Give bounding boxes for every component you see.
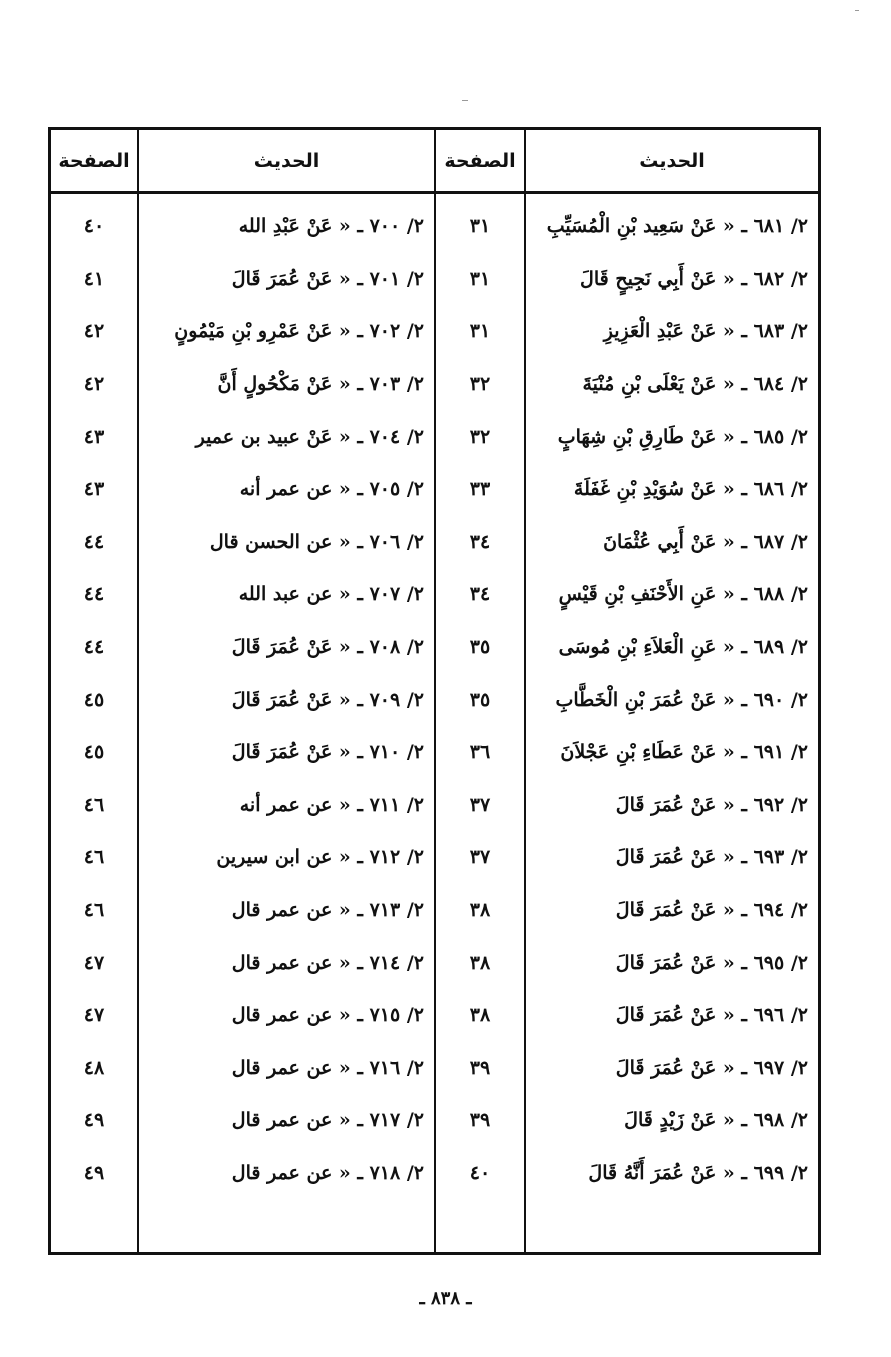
page-number-cell: ٤٣ [83, 478, 105, 501]
hadith-entry: ٢/ ٦٨٥ ـ « عَنْ طَارِقِ بْنِ شِهَابٍ [557, 425, 808, 448]
page-number-cell: ٤١ [83, 267, 105, 290]
hadith-entry: ٢/ ٧٠٤ ـ « عَنْ عبيد بن عمير [195, 425, 424, 448]
hadith-entry: ٢/ ٧٠٥ ـ « عن عمر أنه [239, 478, 424, 501]
page-number-cell: ٣١ [469, 267, 491, 290]
page-number-cell: ٣٦ [469, 741, 491, 764]
hadith-column-left [137, 127, 436, 1255]
hadith-entry: ٢/ ٧١٢ ـ « عن ابن سيرين [216, 846, 424, 869]
page-number-cell: ٤٣ [83, 425, 105, 448]
hadith-entry: ٢/ ٧١٥ ـ « عن عمر قال [231, 1004, 424, 1027]
hadith-entry: ٢/ ٧٠٨ ـ « عَنْ عُمَرَ قَالَ [231, 636, 424, 659]
page-number-cell: ٣٥ [469, 688, 491, 711]
scan-speck [855, 10, 859, 11]
page-number: ـ ٨٣٨ ـ [419, 1288, 472, 1309]
hadith-entry: ٢/ ٦٩٧ ـ « عَنْ عُمَرَ قَالَ [615, 1056, 808, 1079]
hadith-entry: ٢/ ٦٩٥ ـ « عَنْ عُمَرَ قَالَ [615, 951, 808, 974]
hadith-entry: ٢/ ٧١٠ ـ « عَنْ عُمَرَ قَالَ [231, 741, 424, 764]
page-list-right [436, 194, 524, 1199]
hadith-entry: ٢/ ٦٨٩ ـ « عَنِ الْعَلاَءِ بْنِ مُوسَى [558, 636, 808, 659]
page-number-cell: ٤٢ [83, 373, 105, 396]
page-number-cell: ٤٠ [469, 1161, 491, 1184]
page-number-cell: ٤٥ [83, 688, 105, 711]
page-number-cell: ٤٤ [83, 583, 105, 606]
hadith-entry: ٢/ ٦٩٨ ـ « عَنْ زَيْدٍ قَالَ [624, 1109, 808, 1132]
page-number-cell: ٤٩ [83, 1161, 105, 1184]
hadith-entry: ٢/ ٦٨١ ـ « عَنْ سَعِيد بْنِ الْمُسَيِّبِ [546, 215, 808, 238]
page-number-cell: ٣٧ [469, 846, 491, 869]
hadith-column-header: الحديث [526, 130, 818, 194]
hadith-entry: ٢/ ٧١٧ ـ « عن عمر قال [231, 1109, 424, 1132]
page-number-cell: ٤٧ [83, 1004, 105, 1027]
hadith-entry: ٢/ ٧٠٣ ـ « عَنْ مَكْحُولٍ أَنَّ [217, 373, 424, 396]
hadith-entry: ٢/ ٦٩٠ ـ « عَنْ عُمَرَ بْنِ الْخَطَّابِ [555, 688, 808, 711]
page-column-header: الصفحة [51, 130, 137, 194]
page-number-cell: ٤٥ [83, 741, 105, 764]
hadith-entry: ٢/ ٦٨٨ ـ « عَنِ الأَحْنَفِ بْنِ قَيْسٍ [558, 583, 808, 606]
page-number-cell: ٤٢ [83, 320, 105, 343]
hadith-entry: ٢/ ٦٩٤ ـ « عَنْ عُمَرَ قَالَ [615, 899, 808, 922]
page-number-cell: ٤٩ [83, 1109, 105, 1132]
page-column-left [48, 127, 139, 1255]
page-number-cell: ٣٢ [469, 373, 491, 396]
hadith-entry: ٢/ ٧١٦ ـ « عن عمر قال [231, 1056, 424, 1079]
hadith-entry: ٢/ ٧٠٩ ـ « عَنْ عُمَرَ قَالَ [231, 688, 424, 711]
hadith-entry: ٢/ ٦٨٤ ـ « عَنْ يَعْلَى بْنِ مُنْيَةَ [582, 373, 808, 396]
page-number-cell: ٣١ [469, 215, 491, 238]
page-number-cell: ٣٥ [469, 636, 491, 659]
page-number-cell: ٣٣ [469, 478, 491, 501]
hadith-index-table [48, 127, 821, 1255]
hadith-entry: ٢/ ٧٠٦ ـ « عن الحسن قال [209, 530, 424, 553]
hadith-entry: ٢/ ٦٨٣ ـ « عَنْ عَبْدِ الْعَزِيزِ [603, 320, 808, 343]
scan-speck [462, 100, 468, 101]
page-number-cell: ٤٦ [83, 899, 105, 922]
hadith-entry: ٢/ ٦٨٧ ـ « عَنْ أَبِي عُثْمَانَ [603, 530, 808, 553]
hadith-entry: ٢/ ٧٠٧ ـ « عن عبد الله [238, 583, 424, 606]
hadith-column-header: الحديث [139, 130, 434, 194]
page-number-cell: ٣٨ [469, 1004, 491, 1027]
page-number-cell: ٣٤ [469, 583, 491, 606]
page-column-right [434, 127, 526, 1255]
page-number-cell: ٤٠ [83, 215, 105, 238]
page-number-cell: ٣٨ [469, 951, 491, 974]
page-list-left [51, 194, 137, 1199]
hadith-entry: ٢/ ٧١٣ ـ « عن عمر قال [231, 899, 424, 922]
page-number-cell: ٤٨ [83, 1056, 105, 1079]
hadith-entry: ٢/ ٦٨٢ ـ « عَنْ أَبِي نَجِيحٍ قَالَ [580, 267, 808, 290]
page-number-cell: ٣٩ [469, 1056, 491, 1079]
page-number-cell: ٤٧ [83, 951, 105, 974]
page-column-header: الصفحة [436, 130, 524, 194]
page-number-cell: ٣٧ [469, 793, 491, 816]
hadith-list-left [139, 194, 434, 1199]
hadith-entry: ٢/ ٧٠٠ ـ « عَنْ عَبْدِ الله [238, 215, 424, 238]
page-number-cell: ٤٤ [83, 530, 105, 553]
hadith-entry: ٢/ ٧١١ ـ « عن عمر أنه [239, 793, 424, 816]
hadith-entry: ٢/ ٦٩٦ ـ « عَنْ عُمَرَ قَالَ [615, 1004, 808, 1027]
hadith-entry: ٢/ ٦٩٣ ـ « عَنْ عُمَرَ قَالَ [615, 846, 808, 869]
hadith-entry: ٢/ ٦٩٢ ـ « عَنْ عُمَرَ قَالَ [615, 793, 808, 816]
hadith-entry: ٢/ ٧٠٢ ـ « عَنْ عَمْرِو بْنِ مَيْمُونٍ [174, 320, 424, 343]
page-number-cell: ٣٤ [469, 530, 491, 553]
hadith-entry: ٢/ ٧٠١ ـ « عَنْ عُمَرَ قَالَ [231, 267, 424, 290]
page-number-cell: ٤٤ [83, 636, 105, 659]
page-number-cell: ٣٢ [469, 425, 491, 448]
page-number-cell: ٣٨ [469, 899, 491, 922]
page-number-cell: ٣١ [469, 320, 491, 343]
page-number-cell: ٤٦ [83, 846, 105, 869]
page-number-cell: ٣٩ [469, 1109, 491, 1132]
hadith-entry: ٢/ ٦٩١ ـ « عَنْ عَطَاءِ بْنِ عَجْلاَنَ [560, 741, 808, 764]
hadith-entry: ٢/ ٦٨٦ ـ « عَنْ سُوَيْدِ بْنِ غَفَلَةَ [573, 478, 808, 501]
page-number-cell: ٤٦ [83, 793, 105, 816]
hadith-column-right [524, 127, 821, 1255]
hadith-entry: ٢/ ٦٩٩ ـ « عَنْ عُمَرَ أَنَّهُ قَالَ [588, 1161, 808, 1184]
hadith-entry: ٢/ ٧١٤ ـ « عن عمر قال [231, 951, 424, 974]
hadith-list-right [526, 194, 818, 1199]
hadith-entry: ٢/ ٧١٨ ـ « عن عمر قال [231, 1161, 424, 1184]
